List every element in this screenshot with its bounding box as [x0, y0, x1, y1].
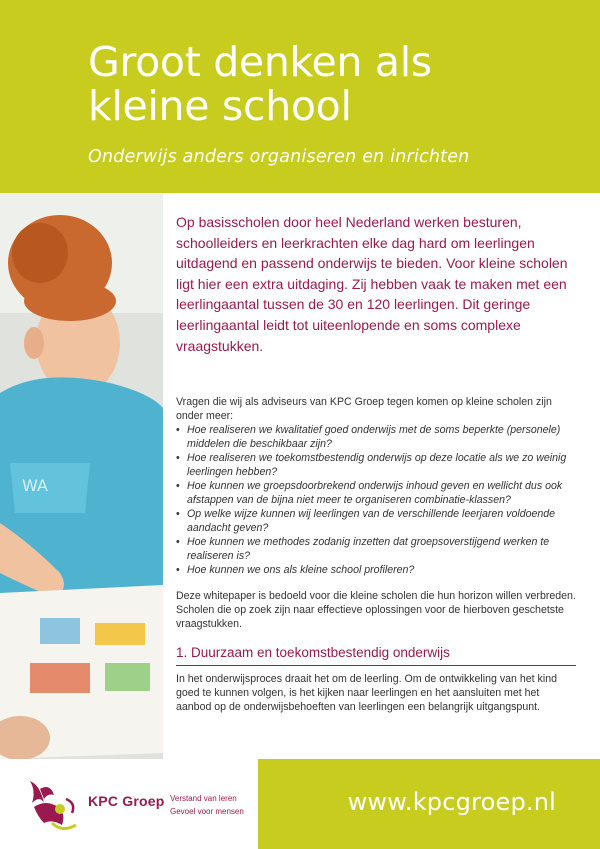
footer-logo-area	[0, 759, 258, 849]
list-item: • Hoe realiseren we kwalitatief goed onderwijs met de soms beperkte (personele) middelen die beschikbaar zijn?	[176, 424, 561, 450]
tagline-2: Gevoel voor mensen	[170, 807, 244, 816]
questions-intro: Vragen die wij als adviseurs van KPC Groep tegen komen op kleine scholen zijn onder meer:	[176, 396, 552, 422]
tagline-1: Verstand van leren	[170, 794, 237, 803]
list-item: • Hoe kunnen we methodes zodanig inzetten dat groepsoverstijgend werken te realiseren is?	[176, 536, 550, 562]
title-line-1: Groot denken als	[88, 38, 432, 86]
svg-text:WA: WA	[22, 476, 48, 495]
header-banner	[0, 0, 600, 193]
brand-name: KPC Groep	[88, 793, 165, 809]
list-item: • Op welke wijze kunnen wij leerlingen van de verschillende leerjaren voldoende aandacht geven?	[176, 508, 556, 534]
page-title	[88, 40, 432, 128]
intro-paragraph: Op basisscholen door heel Nederland werken besturen, schoolleiders en leerkrachten elke dag hard om leerlingen uitdagend en passend onderwijs te bieden. Voor kleine scholen ligt hier een extra uitdaging. Zij hebben vaak te maken met een leerlingaantal tussen de 30 en 120 leerlingen. Dit geringe leerlingaantal leidt tot uiteenlopende en soms complexe vraagstukken.	[176, 214, 568, 354]
section-divider	[176, 665, 576, 666]
list-item: • Hoe kunnen we ons als kleine school profileren?	[176, 564, 415, 576]
title-line-2: kleine school	[88, 82, 352, 130]
questions-list	[176, 423, 576, 577]
bullet-icon: •	[176, 424, 180, 436]
section-paragraph: In het onderwijsproces draait het om de leerling. Om de ontwikkeling van het kind goed te kunnen volgen, is het kijken naar leerlingen en het aansluiten met het aanbod op de onderwijsbehoeften van leerlingen een belangrijk uitgangspunt.	[176, 673, 557, 713]
list-item: • Hoe kunnen we groepsdoorbrekend onderwijs inhoud geven en wellicht dus ook afstappen van de bijna niet meer te organiseren combinatie-klassen?	[176, 480, 563, 506]
bullet-icon: •	[176, 452, 180, 464]
kpc-logo-icon	[22, 773, 82, 835]
photo-boy-reading	[0, 193, 163, 759]
website-link[interactable]: www.kpcgroep.nl	[347, 788, 556, 816]
body-column	[176, 395, 576, 714]
page-subtitle: Onderwijs anders organiseren en inrichten	[88, 147, 470, 167]
section-heading: 1. Duurzaam en toekomstbestendig onderwijs	[176, 645, 450, 660]
list-item: • Hoe realiseren we toekomstbestendig onderwijs op deze locatie als we zo weinig leerlingen hebben?	[176, 452, 567, 478]
footer-url-area	[258, 759, 600, 849]
bullet-icon: •	[176, 564, 180, 576]
bullet-icon: •	[176, 480, 180, 492]
whitepaper-paragraph: Deze whitepaper is bedoeld voor die kleine scholen die hun horizon willen verbreden. Scholen die op zoek zijn naar effectieve oplossingen voor de hierboven geschetste vraagstukken.	[176, 590, 576, 630]
bullet-icon: •	[176, 508, 180, 520]
bullet-icon: •	[176, 536, 180, 548]
intro-text	[176, 212, 576, 356]
